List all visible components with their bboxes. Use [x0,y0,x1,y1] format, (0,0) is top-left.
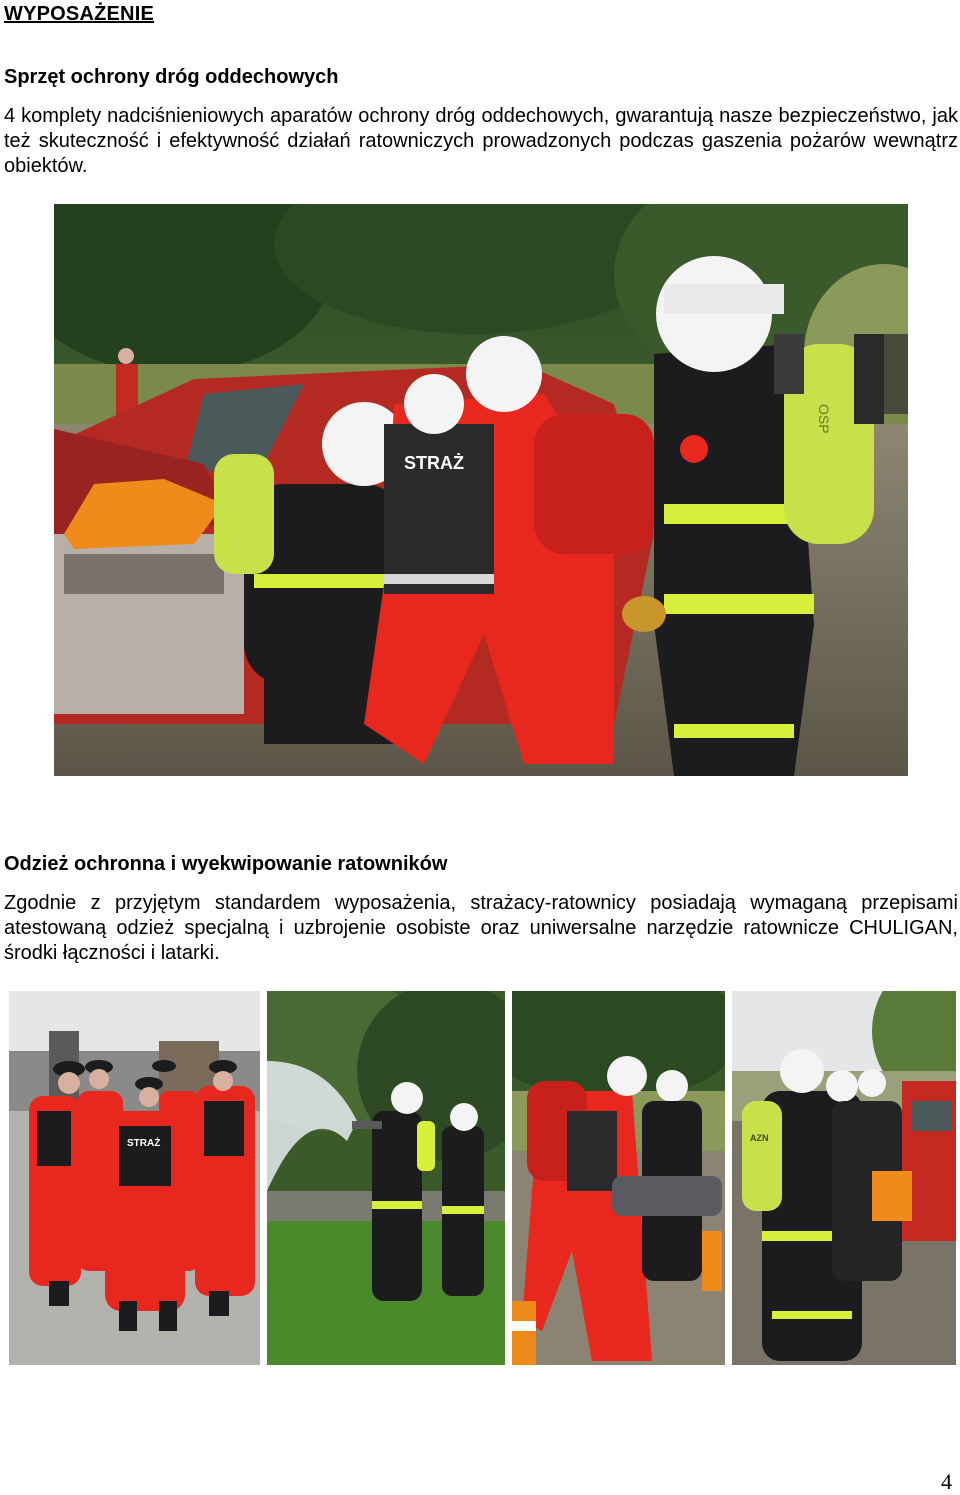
photo-vest-text: STRAŻ [404,453,464,473]
section-heading-clothing: Odzież ochronna i wyekwipowanie ratowników [4,853,448,875]
photo-hose-exercise [267,991,505,1365]
photo-tank-text-small: AZN [750,1133,769,1143]
page-title: WYPOSAŻENIE [4,3,154,25]
section-paragraph-breathing: 4 komplety nadciśnieniowych aparatów ochrony dróg oddechowych, gwarantują nasze bezpieczeństwo, jak też skuteczność i efektywność działań ratowniczych prowadzonych podczas gaszenia pożarów wewnątrz obiektów. [4,105,958,177]
photo-rescuers-group [9,991,260,1365]
photo-firefighter-tank [732,991,956,1365]
photo-stretcher-carry [512,991,725,1365]
photo-breathing-apparatus-rescue [54,204,908,776]
photo-tank-text: OSP [816,404,832,434]
section-heading-breathing: Sprzęt ochrony dróg oddechowych [4,66,339,88]
section-paragraph-clothing: Zgodnie z przyjętym standardem wyposażenia, strażacy-ratownicy posiadają wymaganą przepisami atestowaną odzież specjalną i uzbrojenie osobiste oraz uniwersalne narzędzie ratownicze CHULIGAN, środki łączności i latarki. [4,892,958,964]
page-number: 4 [941,1469,952,1494]
photo-vest-text-small: STRAŻ [127,1138,161,1149]
